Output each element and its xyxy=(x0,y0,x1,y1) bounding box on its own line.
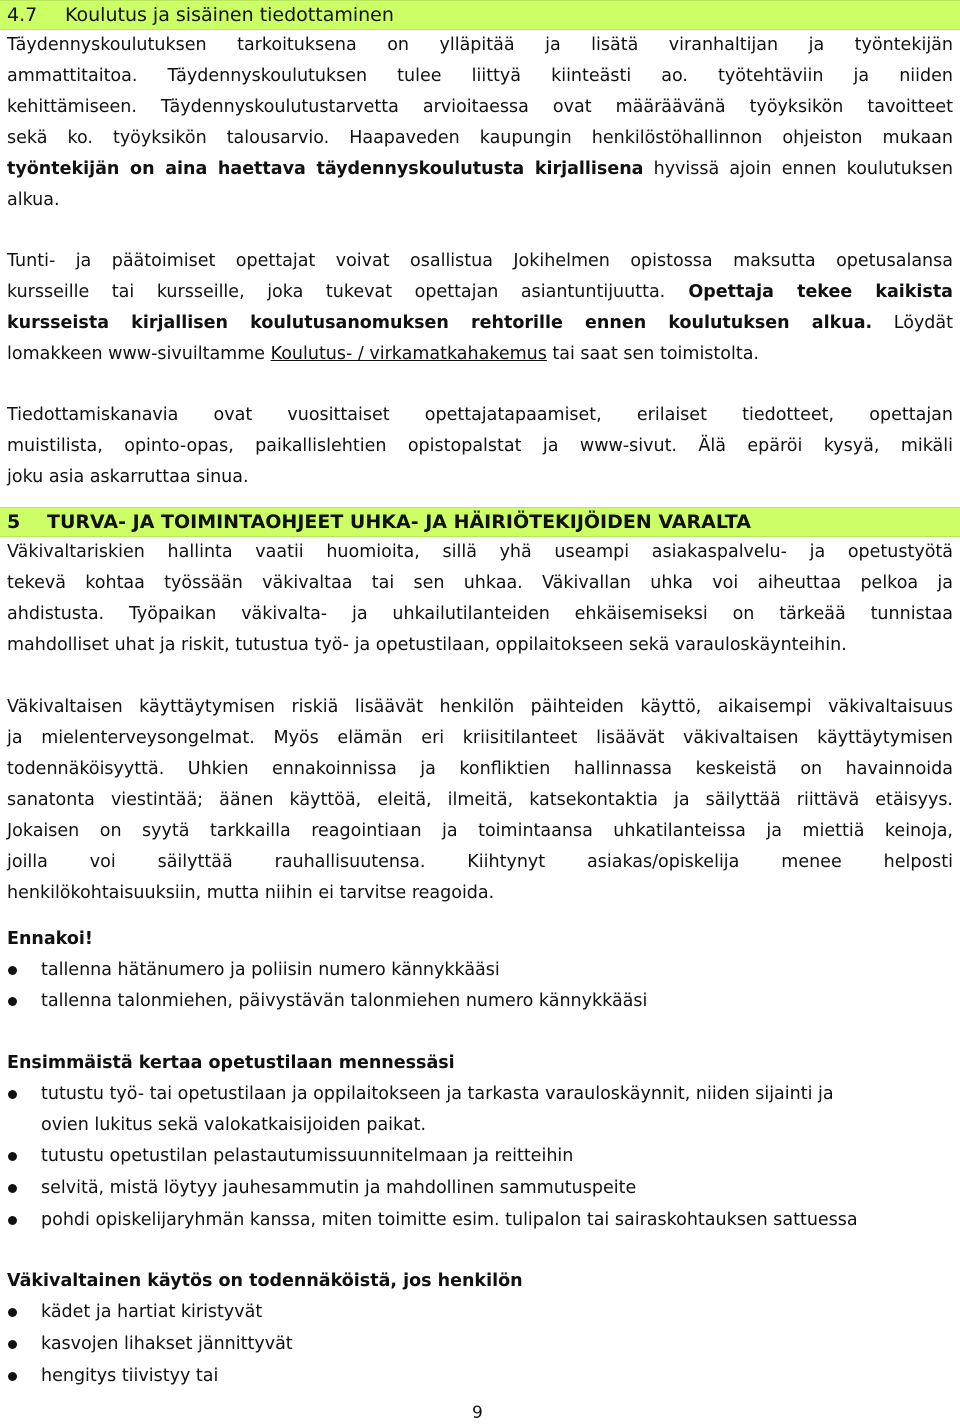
form-link[interactable]: Koulutus- / virkamatkahakemus xyxy=(270,344,547,364)
subheading: Väkivaltainen käytös on todennäköistä, jos henkilön xyxy=(7,1271,523,1291)
text-line: alkua. xyxy=(7,190,60,210)
list-item: selvitä, mistä löytyy jauhesammutin ja mahdollinen sammutuspeite xyxy=(41,1178,637,1198)
bullet-icon xyxy=(8,1216,17,1225)
text-line: Täydennyskoulutuksen tarkoituksena on ylläpitää ja lisätä viranhaltijan ja työntekijän xyxy=(7,35,953,55)
text-line: Jokaisen on syytä tarkkailla reagointiaan ja toimintaansa uhkatilanteissa ja miettiä keinoja, xyxy=(7,821,953,841)
text-line: ja mielenterveysongelmat. Myös elämän eri kriisitilanteet lisäävät väkivaltaisen käyttäytymisen xyxy=(7,728,953,748)
list-item: tutustu työ- tai opetustilaan ja oppilaitokseen ja tarkasta varauloskäynnit, niiden sijainti ja xyxy=(41,1084,834,1104)
bullet-icon xyxy=(8,1152,17,1161)
text-line: muistilista, opinto-opas, paikallislehtien opistopalstat ja www-sivut. Älä epäröi kysyä, mikäli xyxy=(7,436,953,456)
bullet-icon xyxy=(8,966,17,975)
text-line xyxy=(7,308,953,339)
text-line: Väkivaltariskien hallinta vaatii huomioita, sillä yhä useampi asiakaspalvelu- ja opetustyötä xyxy=(7,542,953,562)
section-heading-band xyxy=(0,0,960,30)
list-item: pohdi opiskelijaryhmän kanssa, miten toimitte esim. tulipalon tai sairaskohtauksen sattuessa xyxy=(41,1210,858,1230)
bold-text: kursseista kirjallisen koulutusanomuksen rehtorille ennen koulutuksen alkua. xyxy=(7,313,873,333)
text-line: Tiedottamiskanavia ovat vuosittaiset opettajatapaamiset, erilaiset tiedotteet, opettajan xyxy=(7,405,953,425)
text-span: Löydät xyxy=(872,313,953,333)
list-item: tallenna hätänumero ja poliisin numero kännykkääsi xyxy=(41,960,500,980)
text-line: joilla voi säilyttää rauhallisuutensa. Kiihtynyt asiakas/opiskelija menee helposti xyxy=(7,852,953,872)
list-item-continuation: ovien lukitus sekä valokatkaisijoiden paikat. xyxy=(41,1115,427,1135)
text-line: sekä ko. työyksikön talousarvio. Haapaveden kaupungin henkilöstöhallinnon ohjeiston mukaan xyxy=(7,128,953,148)
text-line: henkilökohtaisuuksiin, mutta niihin ei tarvitse reagoida. xyxy=(7,883,495,903)
bold-text: työntekijän on aina haettava täydennyskoulutusta kirjallisena xyxy=(7,159,644,179)
text-line: Tunti- ja päätoimiset opettajat voivat osallistua Jokihelmen opistossa maksutta opetusalansa xyxy=(7,251,953,271)
list-item: tutustu opetustilan pelastautumissuunnitelmaan ja reitteihin xyxy=(41,1146,574,1166)
bullet-icon xyxy=(8,997,17,1006)
text-line: ahdistusta. Työpaikan väkivalta- ja uhkailutilanteiden ehkäisemiseksi on tärkeää tunnistaa xyxy=(7,604,953,624)
list-item: kasvojen lihakset jännittyvät xyxy=(41,1334,293,1354)
text-line: Väkivaltaisen käyttäytymisen riskiä lisäävät henkilön päihteiden käyttö, aikaisempi väkivaltaisuus xyxy=(7,697,953,717)
bullet-icon xyxy=(8,1340,17,1349)
section-number: 4.7 xyxy=(7,4,38,26)
text-line: tekevä kohtaa työssään väkivaltaa tai sen uhkaa. Väkivallan uhka voi aiheuttaa pelkoa ja xyxy=(7,573,953,593)
text-line: sanatonta viestintää; äänen käyttöä, eleitä, ilmeitä, katsekontaktia ja säilyttää riittävä etäisyys. xyxy=(7,790,953,810)
page-number: 9 xyxy=(472,1403,483,1423)
section-number: 5 xyxy=(7,511,21,533)
bold-text: Opettaja tekee kaikista xyxy=(665,282,953,302)
text-span: lomakkeen www-sivuiltamme xyxy=(7,344,271,364)
text-line: kehittämiseen. Täydennyskoulutustarvetta arvioitaessa ovat määräävänä työyksikön tavoitteet xyxy=(7,97,953,117)
text-line: todennäköisyyttä. Uhkien ennakoinnissa ja konfliktien hallinnassa keskeistä on havainnoida xyxy=(7,759,953,779)
list-item: kädet ja hartiat kiristyvät xyxy=(41,1302,263,1322)
text-span: hyvissä ajoin ennen koulutuksen xyxy=(643,159,953,179)
text-line xyxy=(7,277,953,308)
bullet-icon xyxy=(8,1090,17,1099)
list-item: tallenna talonmiehen, päivystävän talonmiehen numero kännykkääsi xyxy=(41,991,648,1011)
section-title: TURVA- JA TOIMINTAOHJEET UHKA- JA HÄIRIÖTEKIJÖIDEN VARALTA xyxy=(47,511,752,533)
list-item: hengitys tiivistyy tai xyxy=(41,1366,219,1386)
text-line: ammattitaitoa. Täydennyskoulutuksen tulee liittyä kiinteästi ao. työtehtäviin ja niiden xyxy=(7,66,953,86)
text-span: tai saat sen toimistolta. xyxy=(546,344,759,364)
section-title: Koulutus ja sisäinen tiedottaminen xyxy=(65,4,394,26)
section-heading-band xyxy=(0,507,960,537)
bullet-icon xyxy=(8,1372,17,1381)
text-span: kursseille tai kursseille, joka tukevat opettajan asiantuntijuutta. xyxy=(7,282,666,302)
subheading: Ennakoi! xyxy=(7,929,93,949)
bullet-icon xyxy=(8,1184,17,1193)
text-line xyxy=(7,339,953,370)
bullet-icon xyxy=(8,1308,17,1317)
text-line: mahdolliset uhat ja riskit, tutustua työ- ja opetustilaan, oppilaitokseen sekä varauloskäynteihin. xyxy=(7,635,847,655)
text-line xyxy=(7,154,953,185)
text-line: joku asia askarruttaa sinua. xyxy=(7,467,249,487)
subheading: Ensimmäistä kertaa opetustilaan mennessäsi xyxy=(7,1053,455,1073)
